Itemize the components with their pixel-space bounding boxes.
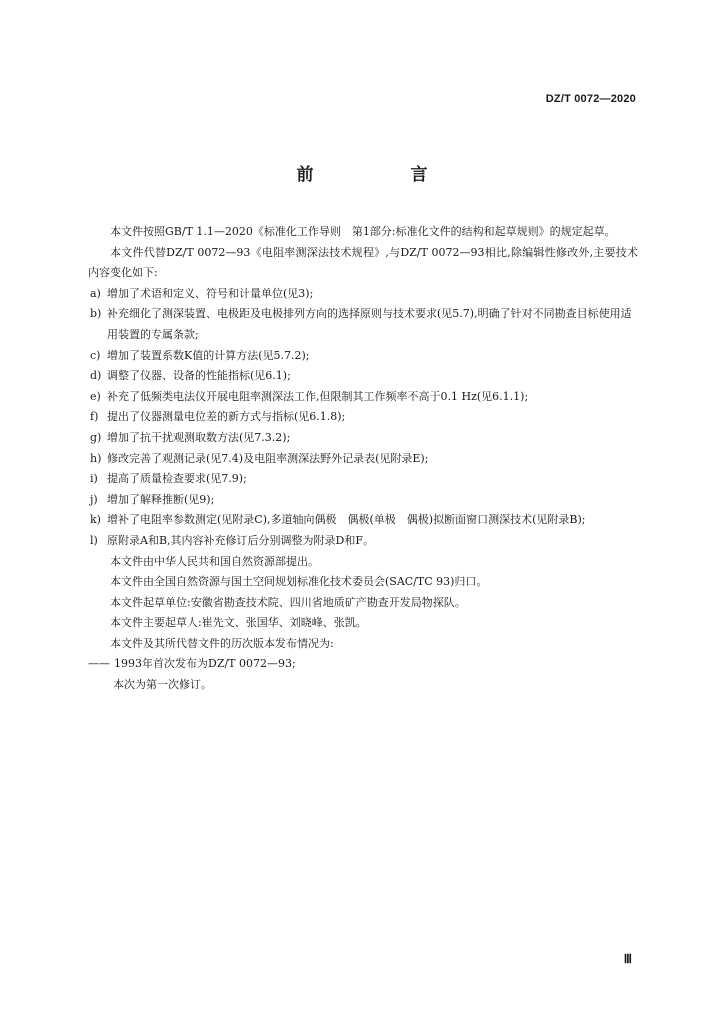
closing-paragraph: 本文件起草单位:安徽省勘查技术院、四川省地质矿产勘查开发局物探队。 (110, 595, 466, 609)
list-marker: f) (90, 410, 99, 424)
history-note: 本次为第一次修订。 (113, 678, 212, 692)
list-item-text: 补充了低频类电法仪开展电阻率测深法工作,但限制其工作频率不高于0.1 Hz(见6.1.1); (107, 389, 529, 403)
intro-paragraph: 本文件代替DZ/T 0072—93《电阻率测深法技术规程》,与DZ/T 0072—93相比,除编辑性修改外,主要技术内容变化如下: (88, 245, 638, 280)
document-body (88, 222, 638, 696)
changes-list (88, 284, 638, 552)
list-item-text: 提出了仪器测量电位差的新方式与指标(见6.1.8); (107, 410, 346, 424)
document-code: DZ/T 0072—2020 (545, 93, 636, 105)
page-title: 前 言 (296, 165, 468, 185)
list-item (88, 284, 638, 305)
list-item (88, 510, 638, 531)
history-dash: —— (88, 657, 110, 671)
list-marker: h) (90, 451, 102, 465)
closing-paragraph: 本文件由全国自然资源与国土空间规划标准化技术委员会(SAC/TC 93)归口。 (110, 575, 488, 589)
list-item (88, 469, 638, 490)
list-item-text: 增加了解释推断(见9); (107, 492, 215, 506)
list-item (88, 407, 638, 428)
closing-paragraph: 本文件及其所代替文件的历次版本发布情况为: (110, 636, 334, 650)
list-marker: a) (90, 286, 101, 300)
list-item (88, 346, 638, 367)
intro-paragraph: 本文件按照GB/T 1.1—2020《标准化工作导则 第1部分:标准化文件的结构和起草规则》的规定起草。 (110, 225, 616, 238)
list-item (88, 449, 638, 470)
list-item-text: 补充细化了测深装置、电极距及电极排列方向的选择原则与技术要求(见5.7),明确了针对不同勘查目标使用适用装置的专属条款; (107, 307, 632, 341)
list-marker: j) (90, 492, 98, 506)
list-item (88, 366, 638, 387)
list-marker: l) (90, 533, 98, 547)
list-marker: b) (90, 307, 102, 321)
list-marker: d) (90, 369, 102, 383)
list-marker: c) (90, 348, 101, 362)
list-item (88, 490, 638, 511)
closing-paragraph: 本文件主要起草人:崔先文、张国华、刘晓峰、张凯。 (110, 616, 367, 630)
list-item (88, 387, 638, 408)
list-item-text: 增加了抗干扰观测取数方法(见7.3.2); (107, 430, 291, 444)
list-marker: i) (90, 472, 98, 486)
list-item-text: 增加了装置系数K值的计算方法(见5.7.2); (107, 348, 310, 362)
history-entry (88, 654, 638, 675)
list-item-text: 原附录A和B,其内容补充修订后分别调整为附录D和F。 (107, 533, 374, 547)
list-item-text: 提高了质量检查要求(见7.9); (107, 472, 247, 486)
list-item (88, 531, 638, 552)
history-text: 1993年首次发布为DZ/T 0072—93; (114, 657, 296, 671)
list-marker: k) (90, 513, 101, 527)
list-item-text: 修改完善了观测记录(见7.4)及电阻率测深法野外记录表(见附录E); (107, 451, 429, 465)
list-item (88, 304, 638, 345)
list-marker: e) (90, 389, 101, 403)
list-item-text: 增加了术语和定义、符号和计量单位(见3); (107, 286, 314, 300)
list-item-text: 调整了仪器、设备的性能指标(见6.1); (107, 369, 291, 383)
page-number: Ⅲ (623, 952, 632, 966)
list-marker: g) (90, 430, 102, 444)
closing-paragraph: 本文件由中华人民共和国自然资源部提出。 (110, 554, 319, 568)
list-item (88, 428, 638, 449)
list-item-text: 增补了电阻率参数测定(见附录C),多道轴向偶极 偶极(单极 偶极)拟断面窗口测深技术(见附录B); (107, 513, 586, 527)
